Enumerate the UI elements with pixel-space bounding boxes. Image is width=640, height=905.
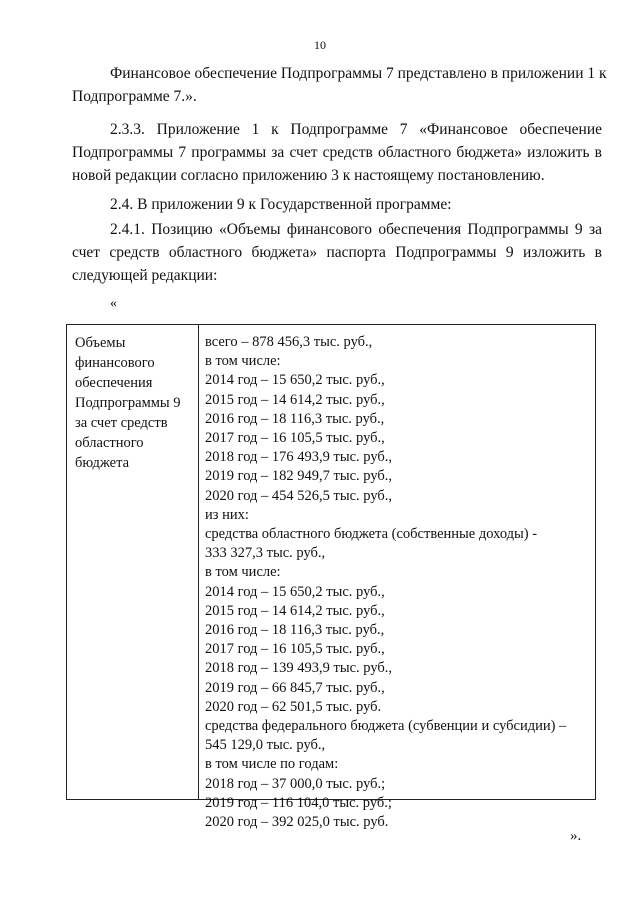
- page-number: 10: [314, 38, 326, 52]
- table-value-line: 2020 год – 62 501,5 тыс. руб.: [205, 698, 382, 715]
- table-value-line: 545 129,0 тыс. руб.,: [205, 737, 326, 754]
- table-value-line: 2015 год – 14 614,2 тыс. руб.,: [205, 602, 385, 619]
- paragraph-3: 2.4. В приложении 9 к Государственной программе:: [110, 196, 452, 213]
- table-value-line: 2017 год – 16 105,5 тыс. руб.,: [205, 430, 385, 447]
- closing-quote: ».: [570, 828, 582, 844]
- table-value-line: в том числе:: [205, 564, 281, 581]
- paragraph-2: 2.3.3. Приложение 1 к Подпрограмме 7 «Финансовое обеспечение Подпрограммы 7 программы за счет средств областного бюджета» изложить в новой редакции согласно приложению 3 к настоящему постановлению.: [72, 121, 602, 184]
- paragraph-1-line-1: Финансовое обеспечение Подпрограммы 7 представлено в приложении 1 к: [110, 65, 607, 82]
- table-value-line: 2015 год – 14 614,2 тыс. руб.,: [205, 391, 385, 408]
- table-label-line: обеспечения: [75, 375, 153, 391]
- table-value-line: 2016 год – 18 116,3 тыс. руб.,: [205, 410, 385, 427]
- table-label-line: финансового: [75, 355, 155, 371]
- paragraph-1: [72, 62, 607, 108]
- table-value-line: 2019 год – 116 104,0 тыс. руб.;: [205, 794, 392, 811]
- opening-quote: «: [110, 296, 117, 311]
- table-value-line: в том числе:: [205, 353, 281, 370]
- table-label-line: Объемы: [75, 335, 126, 351]
- table-value-line: 2017 год – 16 105,5 тыс. руб.,: [205, 641, 385, 658]
- paragraph-1-line-2: Подпрограмме 7.».: [72, 88, 197, 105]
- table-value-line: 2014 год – 15 650,2 тыс. руб.,: [205, 372, 385, 389]
- table-value-line: 2020 год – 454 526,5 тыс. руб.,: [205, 487, 393, 504]
- table-value-line: 2014 год – 15 650,2 тыс. руб.,: [205, 583, 385, 600]
- table-value-cell: [205, 333, 590, 832]
- table-value-line: 2019 год – 182 949,7 тыс. руб.,: [205, 468, 393, 485]
- table-label-cell: [75, 333, 197, 473]
- table-value-line: в том числе по годам:: [205, 756, 339, 773]
- table-value-line: 2019 год – 66 845,7 тыс. руб.,: [205, 679, 385, 696]
- table-label-line: Подпрограммы 9: [75, 395, 181, 411]
- table-label-line: за счет средств: [75, 415, 168, 431]
- table-label-line: областного: [75, 435, 144, 451]
- table-value-line: средства областного бюджета (собственные доходы) -: [205, 526, 538, 543]
- table-value-line: 2018 год – 176 493,9 тыс. руб.,: [205, 449, 393, 466]
- table-value-line: из них:: [205, 506, 249, 523]
- table-value-line: 2020 год – 392 025,0 тыс. руб.: [205, 814, 389, 831]
- table-value-line: 2016 год – 18 116,3 тыс. руб.,: [205, 622, 385, 639]
- funding-table: [66, 324, 596, 831]
- table-column-divider: [198, 325, 199, 799]
- paragraph-4: 2.4.1. Позицию «Объемы финансового обеспечения Подпрограммы 9 за счет средств областного бюджета» паспорта Подпрограммы 9 изложить в следующей редакции:: [72, 221, 602, 284]
- table-value-line: 2018 год – 139 493,9 тыс. руб.,: [205, 660, 393, 677]
- table-value-line: всего – 878 456,3 тыс. руб.,: [205, 334, 373, 350]
- table-value-line: 333 327,3 тыс. руб.,: [205, 545, 326, 562]
- table-value-line: средства федерального бюджета (субвенции и субсидии) –: [205, 718, 567, 735]
- table-label-line: бюджета: [75, 455, 130, 471]
- table-value-line: 2018 год – 37 000,0 тыс. руб.;: [205, 775, 386, 792]
